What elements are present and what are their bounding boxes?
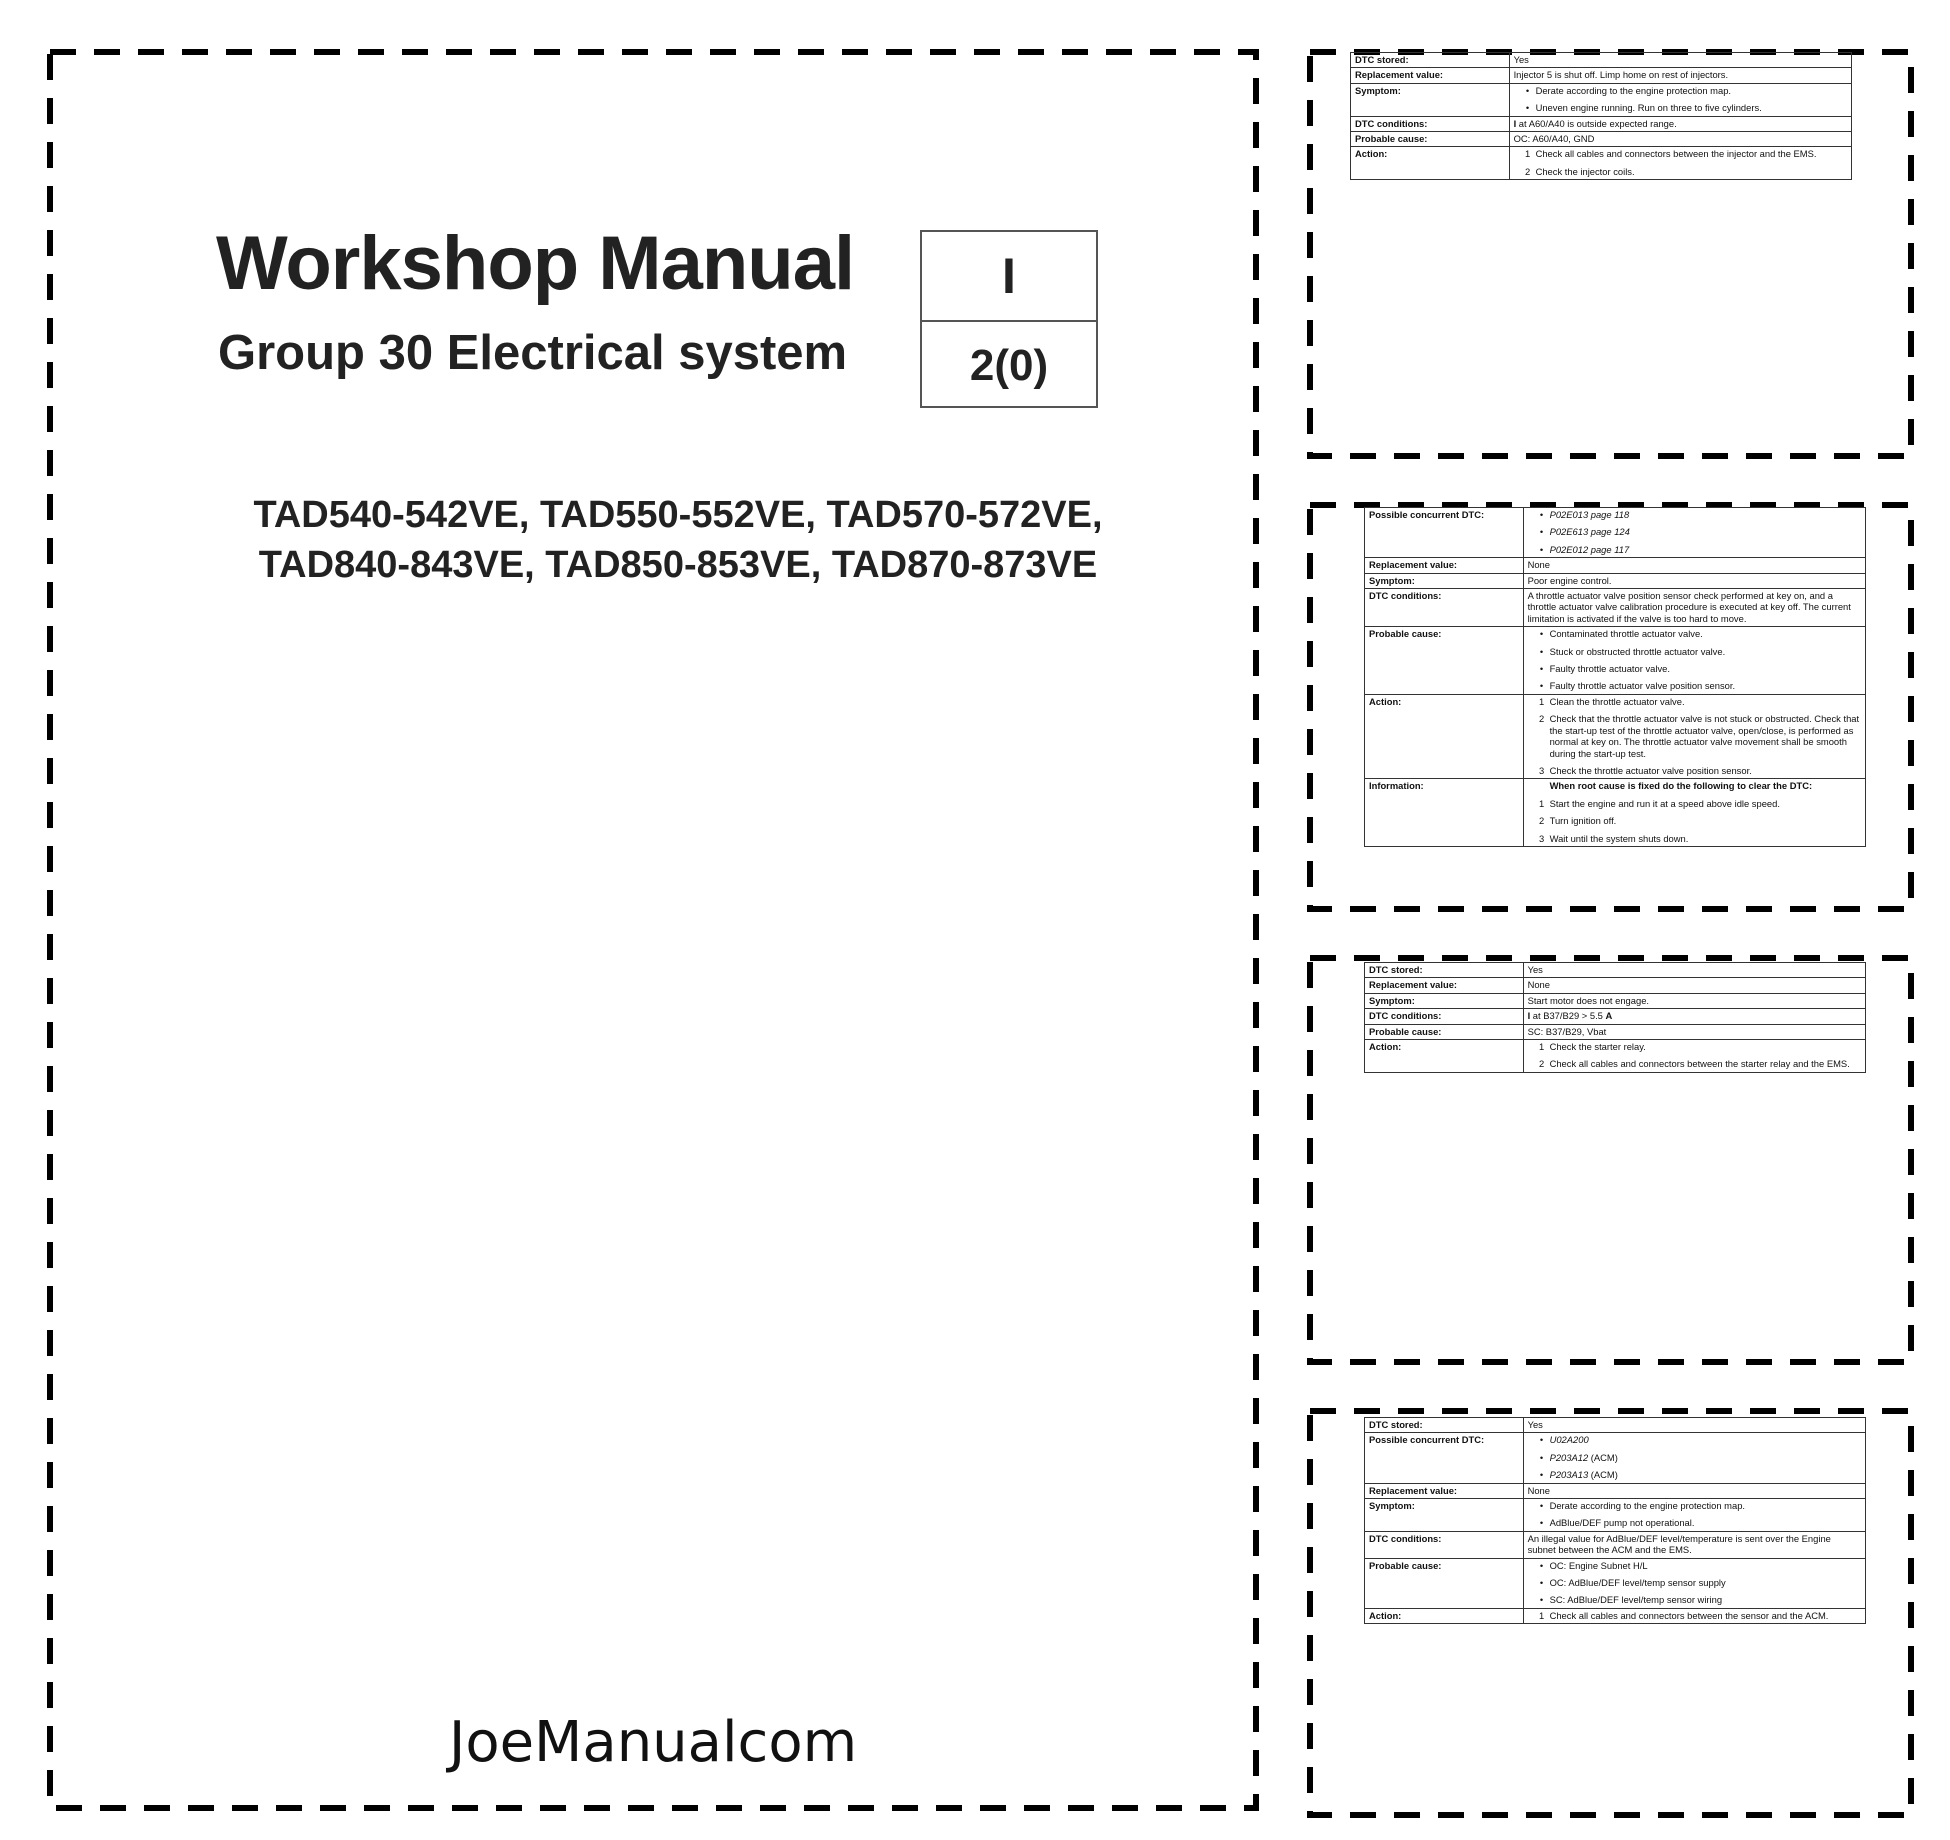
list-item <box>1528 696 1861 707</box>
line-text <box>1550 1434 1861 1445</box>
list-marker: • <box>1539 1577 1544 1589</box>
row-label: Probable cause: <box>1365 1558 1524 1608</box>
list-item <box>1528 1594 1861 1605</box>
line-main-text: Faulty throttle actuator valve position sensor. <box>1549 680 1736 692</box>
list-item <box>1528 713 1861 759</box>
line-main-text: Start the engine and run it at a speed above idle speed. <box>1549 797 1780 809</box>
line-main-text: Derate according to the engine protection map. <box>1549 1500 1746 1512</box>
row-label: Action: <box>1365 1040 1524 1073</box>
dtc-table <box>1364 962 1866 1073</box>
line-text <box>1528 1533 1861 1556</box>
cover-panel <box>48 50 1258 1810</box>
list-marker: • <box>1539 1517 1544 1529</box>
line-text <box>1536 85 1847 96</box>
line-text <box>1550 780 1861 791</box>
list-item <box>1528 1469 1861 1480</box>
list-item <box>1528 680 1861 691</box>
row-label: Action: <box>1351 147 1510 180</box>
row-label: DTC stored: <box>1365 963 1524 978</box>
list-marker: 1 <box>1524 148 1531 160</box>
line-text <box>1550 680 1861 691</box>
line-text <box>1550 544 1861 555</box>
row-label: Probable cause: <box>1365 1024 1524 1039</box>
line-main-text: P02E012 page 117 <box>1549 543 1630 555</box>
line-text <box>1514 133 1847 144</box>
line-text <box>1550 1610 1861 1621</box>
row-value <box>1523 1433 1865 1483</box>
table-row <box>1365 1531 1866 1558</box>
list-marker: • <box>1539 509 1544 520</box>
value-text <box>1528 964 1861 975</box>
list-marker: • <box>1539 1434 1544 1446</box>
row-value <box>1523 1418 1865 1433</box>
list-marker: 3 <box>1538 832 1545 844</box>
table-row <box>1351 83 1852 116</box>
list-marker: • <box>1525 84 1530 96</box>
row-label: Action: <box>1365 694 1524 778</box>
line-text <box>1550 1594 1861 1605</box>
list-item <box>1528 544 1861 555</box>
list-item <box>1514 102 1847 113</box>
list-item <box>1528 509 1861 520</box>
value-text <box>1514 133 1847 144</box>
line-main-text: An illegal value for AdBlue/DEF level/temperature is sent over the Engine subnet between the ACM and the EMS. <box>1527 1532 1831 1556</box>
list-item <box>1528 1610 1861 1621</box>
list-marker: • <box>1539 1500 1544 1512</box>
line-main-text: None <box>1527 979 1550 991</box>
bold-prefix: I <box>1513 117 1517 129</box>
row-value <box>1523 993 1865 1008</box>
line-text <box>1550 1041 1861 1052</box>
row-value <box>1523 1558 1865 1608</box>
list-item <box>1514 148 1847 159</box>
line-text <box>1536 148 1847 159</box>
line-main-text: Derate according to the engine protection map. <box>1535 84 1732 96</box>
engine-models-line-2: TAD840-843VE, TAD850-853VE, TAD870-873VE <box>258 544 1098 586</box>
line-text <box>1550 1058 1861 1069</box>
list-item <box>1528 646 1861 657</box>
dtc-panel-1 <box>1308 50 1913 458</box>
line-main-text: AdBlue/DEF pump not operational. <box>1549 1517 1695 1529</box>
line-main-text: OC: Engine Subnet H/L <box>1549 1559 1648 1571</box>
row-label: Symptom: <box>1365 1499 1524 1532</box>
row-value <box>1509 132 1851 147</box>
line-text <box>1550 1560 1861 1571</box>
line-main-text: SC: AdBlue/DEF level/temp sensor wiring <box>1549 1594 1723 1606</box>
table-row <box>1365 558 1866 573</box>
value-text <box>1528 1485 1861 1496</box>
value-text <box>1514 118 1847 129</box>
line-text <box>1528 1026 1861 1037</box>
dtc-panel-4 <box>1308 1409 1913 1817</box>
line-main-text: P02E613 page 124 <box>1549 526 1630 538</box>
line-text <box>1550 628 1861 639</box>
line-main-text: at A60/A40 is outside expected range. <box>1516 117 1677 129</box>
line-main-text: Turn ignition off. <box>1549 815 1617 827</box>
list-marker: • <box>1539 1594 1544 1606</box>
row-value <box>1523 779 1865 847</box>
line-text <box>1550 526 1861 537</box>
row-value <box>1509 83 1851 116</box>
row-value <box>1523 1499 1865 1532</box>
row-label: Replacement value: <box>1365 558 1524 573</box>
line-text <box>1550 1452 1861 1463</box>
line-text <box>1514 69 1847 80</box>
line-text <box>1514 54 1847 65</box>
list-item <box>1528 833 1861 844</box>
table-row <box>1365 1040 1866 1073</box>
line-main-text: Injector 5 is shut off. Limp home on rest of injectors. <box>1513 69 1729 81</box>
value-text <box>1528 1419 1861 1430</box>
list-marker: • <box>1539 680 1544 692</box>
row-value <box>1523 627 1865 695</box>
brand-watermark: JoeManualcom <box>448 1710 858 1775</box>
line-main-text: Check that the throttle actuator valve is not stuck or obstructed. Check that the start-up test of the throttle actuator valve, open/close, is performed as normal at key on. The throttle actuator valve movement shall be smooth during the start-up test. <box>1549 713 1860 759</box>
line-text <box>1536 166 1847 177</box>
line-main-text: Stuck or obstructed throttle actuator valve. <box>1549 645 1726 657</box>
line-main-text: Yes <box>1513 54 1529 65</box>
list-item <box>1528 1041 1861 1052</box>
line-main-text: P203A12 <box>1549 1451 1589 1463</box>
section-edition: 2(0) <box>969 341 1049 390</box>
table-row <box>1365 1418 1866 1433</box>
list-marker: 1 <box>1538 1041 1545 1053</box>
row-label: DTC conditions: <box>1365 1531 1524 1558</box>
row-label: Symptom: <box>1365 573 1524 588</box>
table-row <box>1365 779 1866 847</box>
row-label: Replacement value: <box>1365 1483 1524 1498</box>
row-value <box>1523 1009 1865 1024</box>
row-label: Replacement value: <box>1351 68 1510 83</box>
line-text <box>1550 1500 1861 1511</box>
row-label: Symptom: <box>1365 993 1524 1008</box>
value-text <box>1528 1026 1861 1037</box>
line-text <box>1550 815 1861 826</box>
table-row <box>1365 1433 1866 1483</box>
line-main-text: at B37/B29 > 5.5 <box>1530 1010 1606 1022</box>
line-text <box>1528 995 1861 1006</box>
line-text <box>1550 509 1861 520</box>
line-text <box>1528 590 1861 624</box>
dtc-panel-3 <box>1308 956 1913 1364</box>
list-item <box>1528 765 1861 776</box>
table-row <box>1365 589 1866 627</box>
line-main-text: P203A13 <box>1549 1469 1589 1481</box>
list-marker: 1 <box>1538 1609 1545 1621</box>
table-row <box>1351 68 1852 83</box>
row-value <box>1523 963 1865 978</box>
line-main-text: None <box>1527 1484 1550 1496</box>
line-main-text: When root cause is fixed do the following to clear the DTC: <box>1549 780 1813 792</box>
list-item <box>1528 1517 1861 1528</box>
list-marker: 1 <box>1538 797 1545 809</box>
list-marker: • <box>1539 543 1544 555</box>
row-value <box>1523 1024 1865 1039</box>
table-row <box>1365 1608 1866 1623</box>
line-text <box>1550 798 1861 809</box>
row-label: Symptom: <box>1351 83 1510 116</box>
line-main-text: P02E013 page 118 <box>1549 509 1630 520</box>
list-marker: 1 <box>1538 695 1545 707</box>
line-main-text: Check the starter relay. <box>1549 1041 1646 1053</box>
value-text <box>1528 1533 1861 1556</box>
row-label: Information: <box>1365 779 1524 847</box>
section-number: I <box>922 232 1096 322</box>
row-label: Action: <box>1365 1608 1524 1623</box>
line-main-text: Yes <box>1527 964 1543 975</box>
row-label: DTC stored: <box>1365 1418 1524 1433</box>
line-text <box>1550 833 1861 844</box>
row-value <box>1509 147 1851 180</box>
line-main-text: Clean the throttle actuator valve. <box>1549 695 1685 707</box>
list-item <box>1514 85 1847 96</box>
line-main-text: Check the injector coils. <box>1535 165 1635 177</box>
list-item <box>1528 1500 1861 1511</box>
line-text <box>1528 964 1861 975</box>
dtc-panel-2 <box>1308 503 1913 911</box>
list-marker: • <box>1525 102 1530 114</box>
table-row <box>1365 1483 1866 1498</box>
value-text <box>1528 575 1861 586</box>
line-text <box>1528 559 1861 570</box>
dtc-table <box>1350 52 1852 180</box>
list-marker: • <box>1539 1469 1544 1481</box>
row-value <box>1523 1531 1865 1558</box>
list-item <box>1528 798 1861 809</box>
line-main-text: OC: A60/A40, GND <box>1513 133 1595 145</box>
list-item <box>1528 628 1861 639</box>
row-label: DTC stored: <box>1351 53 1510 68</box>
table-row <box>1365 1499 1866 1532</box>
line-main-text: Contaminated throttle actuator valve. <box>1549 628 1703 640</box>
list-marker: • <box>1539 1559 1544 1571</box>
list-item <box>1528 1058 1861 1069</box>
table-row <box>1365 963 1866 978</box>
line-main-text: Faulty throttle actuator valve. <box>1549 663 1670 675</box>
line-text <box>1550 696 1861 707</box>
table-row <box>1365 1024 1866 1039</box>
line-main-text: Start motor does not engage. <box>1527 994 1650 1006</box>
line-main-text: Check all cables and connectors between the injector and the EMS. <box>1535 148 1817 160</box>
row-label: Probable cause: <box>1351 132 1510 147</box>
line-text <box>1550 1517 1861 1528</box>
list-item <box>1528 1434 1861 1445</box>
value-text <box>1514 54 1847 65</box>
manual-subtitle: Group 30 Electrical system <box>218 326 848 380</box>
line-main-text: Check all cables and connectors between the starter relay and the EMS. <box>1549 1058 1850 1070</box>
row-value <box>1509 53 1851 68</box>
row-value <box>1523 1040 1865 1073</box>
line-text <box>1550 663 1861 674</box>
row-value <box>1509 116 1851 131</box>
table-row <box>1365 694 1866 778</box>
table-row <box>1351 147 1852 180</box>
list-marker: • <box>1539 628 1544 640</box>
row-value <box>1523 1483 1865 1498</box>
row-label: Possible concurrent DTC: <box>1365 1433 1524 1483</box>
line-text <box>1514 118 1847 129</box>
list-marker: • <box>1539 645 1544 657</box>
line-main-text: Check all cables and connectors between the sensor and the ACM. <box>1549 1609 1829 1621</box>
row-value <box>1523 508 1865 558</box>
table-row <box>1351 53 1852 68</box>
line-text <box>1528 1010 1861 1021</box>
value-text <box>1528 979 1861 990</box>
bold-suffix: A <box>1605 1010 1613 1022</box>
list-item <box>1528 1452 1861 1463</box>
line-text <box>1528 575 1861 586</box>
list-marker: • <box>1539 1451 1544 1463</box>
table-row <box>1365 627 1866 695</box>
list-marker: • <box>1539 663 1544 675</box>
row-label: DTC conditions: <box>1365 1009 1524 1024</box>
table-row <box>1365 508 1866 558</box>
row-label: Replacement value: <box>1365 978 1524 993</box>
line-main-text: Check the throttle actuator valve position sensor. <box>1549 764 1752 776</box>
bold-prefix: I <box>1527 1010 1531 1022</box>
line-text <box>1528 979 1861 990</box>
line-main-text: None <box>1527 559 1550 571</box>
section-box <box>920 230 1098 408</box>
list-item <box>1528 1577 1861 1588</box>
line-main-text: OC: AdBlue/DEF level/temp sensor supply <box>1549 1577 1726 1589</box>
row-value <box>1523 978 1865 993</box>
value-text <box>1528 559 1861 570</box>
table-row <box>1365 993 1866 1008</box>
list-marker: 2 <box>1538 713 1545 725</box>
list-marker: 2 <box>1538 1058 1545 1070</box>
row-label: DTC conditions: <box>1351 116 1510 131</box>
table-row <box>1365 1009 1866 1024</box>
row-value <box>1523 573 1865 588</box>
list-item <box>1528 1560 1861 1571</box>
line-text <box>1550 646 1861 657</box>
line-text <box>1550 1577 1861 1588</box>
row-value <box>1523 1608 1865 1623</box>
line-main-text: U02A200 <box>1549 1434 1589 1446</box>
list-marker: • <box>1539 526 1544 538</box>
line-text <box>1528 1419 1861 1430</box>
line-main-text: SC: B37/B29, Vbat <box>1527 1025 1607 1037</box>
table-row <box>1351 116 1852 131</box>
row-label: Possible concurrent DTC: <box>1365 508 1524 558</box>
line-text <box>1536 102 1847 113</box>
list-marker: 2 <box>1538 815 1545 827</box>
row-value <box>1523 694 1865 778</box>
manual-title: Workshop Manual <box>216 221 855 306</box>
line-suffix: (ACM) <box>1588 1469 1618 1481</box>
value-text <box>1528 590 1861 624</box>
row-value <box>1509 68 1851 83</box>
value-text <box>1528 995 1861 1006</box>
line-text <box>1550 765 1861 776</box>
row-value <box>1523 558 1865 573</box>
row-label: Probable cause: <box>1365 627 1524 695</box>
list-item <box>1514 166 1847 177</box>
table-row <box>1365 978 1866 993</box>
table-row <box>1365 573 1866 588</box>
table-row <box>1365 1558 1866 1608</box>
list-item <box>1528 526 1861 537</box>
dtc-table <box>1364 1417 1866 1624</box>
row-label: DTC conditions: <box>1365 589 1524 627</box>
list-marker: 2 <box>1524 165 1531 177</box>
line-main-text: Poor engine control. <box>1527 574 1612 586</box>
row-value <box>1523 589 1865 627</box>
list-marker: 3 <box>1538 764 1545 776</box>
dtc-table <box>1364 507 1866 847</box>
list-item <box>1528 815 1861 826</box>
line-suffix: (ACM) <box>1588 1451 1618 1463</box>
value-text <box>1514 69 1847 80</box>
line-main-text: A throttle actuator valve position sensor check performed at key on, and a throttle actuator valve calibration procedure is executed at key off. The current limitation is activated if the valve is too hard to move. <box>1527 590 1851 624</box>
engine-models <box>188 490 1168 590</box>
line-main-text: Yes <box>1527 1419 1543 1430</box>
line-main-text: Wait until the system shuts down. <box>1549 832 1689 844</box>
line-text <box>1550 1469 1861 1480</box>
value-text <box>1528 780 1861 791</box>
line-text <box>1550 713 1861 759</box>
value-text <box>1528 1010 1861 1021</box>
line-main-text: Uneven engine running. Run on three to five cylinders. <box>1535 102 1762 114</box>
table-row <box>1351 132 1852 147</box>
line-text <box>1528 1485 1861 1496</box>
list-item <box>1528 663 1861 674</box>
engine-models-line-1: TAD540-542VE, TAD550-552VE, TAD570-572VE, <box>253 494 1103 536</box>
